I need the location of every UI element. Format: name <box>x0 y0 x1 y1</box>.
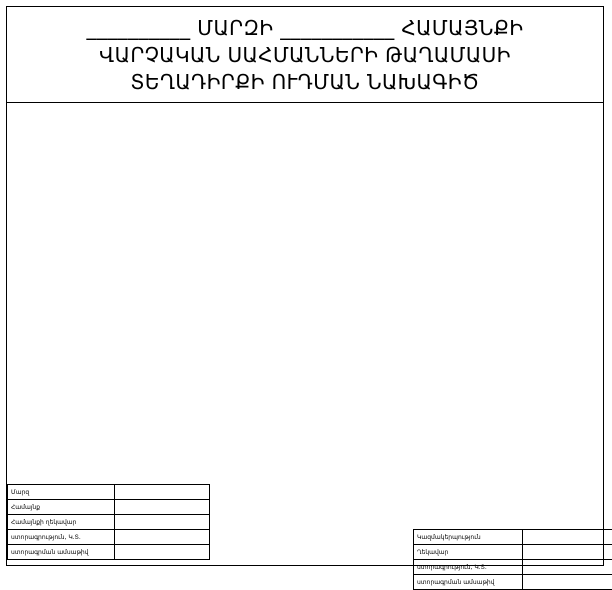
title-line-2: ՎԱՐՉԱԿԱՆ ՍԱՀՄԱՆՆԵՐԻ ԹԱՂԱՄԱՍԻ <box>7 42 603 69</box>
table-row <box>8 515 210 530</box>
row-value[interactable] <box>523 545 612 560</box>
row-label: ստորագրություն, Կ.Տ. <box>414 560 523 575</box>
title-line-1: __________ ՄԱՐԶԻ ___________ ՀԱՄԱՅՆՔԻ <box>7 13 603 42</box>
row-value[interactable] <box>523 575 612 590</box>
table-row <box>8 545 210 560</box>
row-label: ստորագրման ամսաթիվ <box>8 545 115 560</box>
row-value[interactable] <box>115 500 210 515</box>
community-signature-table <box>7 484 210 560</box>
table-row <box>8 530 210 545</box>
table-row <box>414 575 612 590</box>
row-label: Մարզ <box>8 485 115 500</box>
organization-signature-table <box>413 529 612 590</box>
row-label: Համայնք <box>8 500 115 515</box>
row-value[interactable] <box>523 560 612 575</box>
row-label: Համայնքի ղեկավար <box>8 515 115 530</box>
row-label: Կազմակերպություն <box>414 530 523 545</box>
row-label: ստորագրություն, Կ.Տ. <box>8 530 115 545</box>
table-row <box>8 485 210 500</box>
row-value[interactable] <box>115 515 210 530</box>
row-value[interactable] <box>115 485 210 500</box>
row-label: Ղեկավար <box>414 545 523 560</box>
drawing-canvas <box>7 103 603 483</box>
table-row <box>8 500 210 515</box>
title-block <box>7 7 603 103</box>
row-label: ստորագրման ամսաթիվ <box>414 575 523 590</box>
row-value[interactable] <box>523 530 612 545</box>
row-value[interactable] <box>115 530 210 545</box>
title-line-3: ՏԵՂԱԴԻՐՔԻ ՈՒԴՄԱՆ ՆԱԽԱԳԻԾ <box>7 69 603 96</box>
table-row <box>414 545 612 560</box>
table-row <box>414 530 612 545</box>
row-value[interactable] <box>115 545 210 560</box>
table-row <box>414 560 612 575</box>
